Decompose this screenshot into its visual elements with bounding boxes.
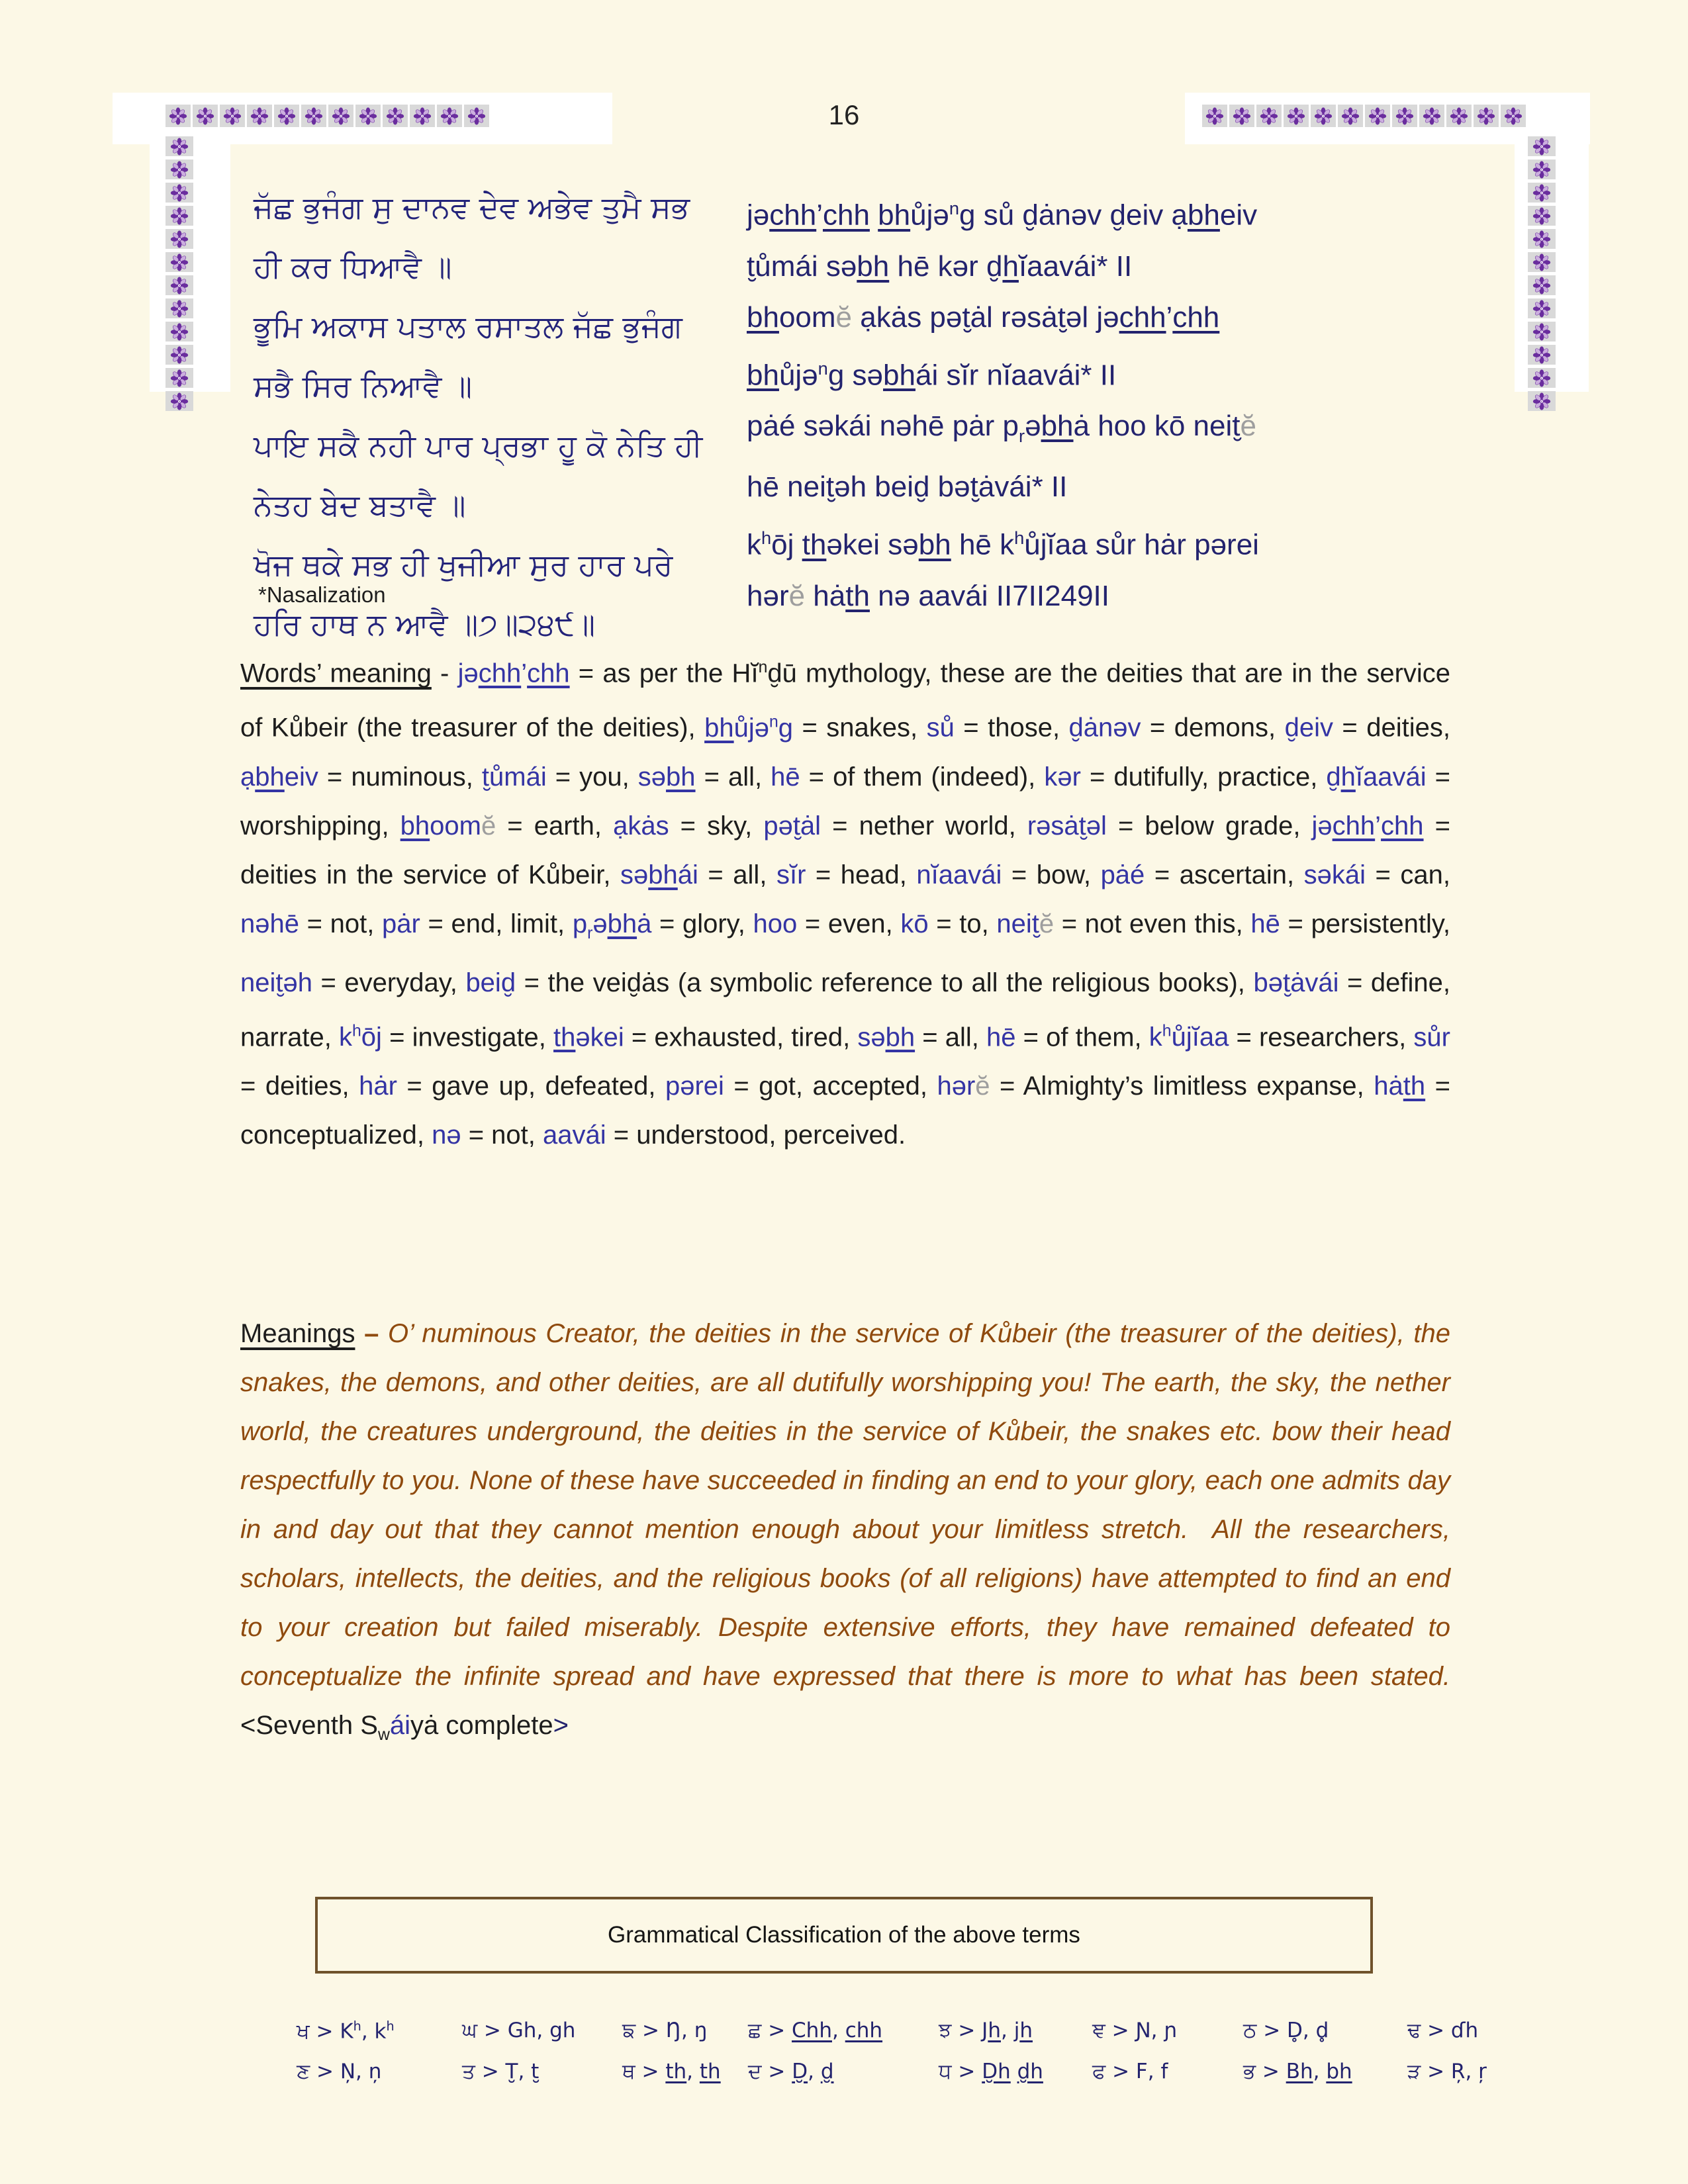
letter-mapping: ਫ > F, f: [1092, 2060, 1168, 2084]
flower-icon: [1340, 107, 1360, 125]
gurmukhi-line: ਪਾਇ ਸਕੈ ਨਹੀ ਪਾਰ ਪ੍ਰਭਾ ਹੂ ਕੋ ਨੇਤਿ ਹੀ: [254, 428, 703, 463]
transliteration-line: t̮ůmái səbh hē kər d̮hĭaavái* II: [747, 250, 1133, 283]
letter-mapping: ਞ > Ɲ, ɲ: [1092, 2019, 1178, 2042]
flower-tile: [301, 105, 326, 127]
flower-tile: [165, 159, 193, 179]
table-row: [297, 2060, 1487, 2084]
flower-tile: [410, 105, 435, 127]
letter-correspondence-table: [297, 2019, 1487, 2100]
flower-icon: [169, 230, 189, 248]
flower-icon: [385, 107, 405, 125]
flower-icon: [1205, 107, 1225, 125]
flower-icon: [467, 107, 487, 125]
letter-mapping: ਙ > Ŋ, ŋ: [622, 2019, 708, 2042]
flower-tile: [1528, 136, 1556, 156]
letter-mapping: ਦ > D̮, d̮: [748, 2060, 834, 2084]
flower-tile: [1202, 105, 1227, 127]
flower-tile: [165, 298, 193, 318]
gurmukhi-line: ਹਰਿ ਹਾਥ ਨ ਆਵੈ ॥੭॥੨੪੯॥: [254, 606, 596, 642]
flower-icon: [1395, 107, 1415, 125]
flower-icon: [169, 323, 189, 341]
flower-tile: [437, 105, 462, 127]
flower-tile: [1528, 159, 1556, 179]
flower-icon: [1259, 107, 1279, 125]
flower-tile: [193, 105, 218, 127]
flower-icon: [250, 107, 269, 125]
letter-mapping: ੜ > Ŗ, ŗ: [1407, 2060, 1487, 2084]
flower-border-top-left: [165, 105, 489, 127]
transliteration-line: hərĕ hȧth nə aavái II7II249II: [747, 579, 1109, 612]
flower-icon: [1532, 277, 1552, 295]
flower-icon: [304, 107, 324, 125]
grammatical-classification-box: [315, 1897, 1373, 1974]
flower-tile: [1284, 105, 1309, 127]
flower-tile: [1474, 105, 1499, 127]
flower-icon: [1313, 107, 1333, 125]
flower-tile: [1528, 252, 1556, 272]
transliteration-line: $k^hōj$ thəkei səbh hē $k^hůjĭaa$ sůr hȧr pərei: [747, 527, 1259, 561]
flower-tile: [165, 391, 193, 411]
flower-tile: [165, 322, 193, 341]
letter-mapping: ਣ > Ņ, ņ: [297, 2060, 382, 2084]
flower-icon: [222, 107, 242, 125]
flower-icon: [195, 107, 215, 125]
flower-icon: [1532, 184, 1552, 202]
gurmukhi-line: ਹੀ ਕਰ ਧਿਆਵੈ ॥: [254, 249, 452, 285]
flower-tile: [1446, 105, 1472, 127]
flower-icon: [169, 277, 189, 295]
flower-tile: [1256, 105, 1282, 127]
flower-tile: [1528, 368, 1556, 388]
flower-tile: [1392, 105, 1417, 127]
flower-tile: [165, 229, 193, 249]
table-row: [297, 2019, 1479, 2044]
page-number: 16: [828, 99, 860, 130]
nasalization-note: *Nasalization: [258, 582, 386, 607]
letter-mapping: ਥ > th, th: [622, 2060, 721, 2084]
flower-tile: [1501, 105, 1526, 127]
transliteration-verse-column: [747, 183, 1465, 621]
letter-mapping: ਢ > ɗh: [1407, 2019, 1479, 2042]
flower-tile: [328, 105, 353, 127]
flower-tile: [1338, 105, 1363, 127]
flower-tile: [165, 345, 193, 365]
flower-icon: [1532, 230, 1552, 248]
flower-icon: [1286, 107, 1306, 125]
flower-icon: [168, 107, 188, 125]
flower-border-top-right: [1202, 105, 1526, 127]
flower-tile: [165, 206, 193, 226]
flower-tile: [1528, 229, 1556, 249]
letter-mapping: ਧ > D̮h d̮h: [939, 2060, 1043, 2084]
flower-tile: [274, 105, 299, 127]
flower-icon: [412, 107, 432, 125]
flower-tile: [220, 105, 245, 127]
flower-icon: [169, 161, 189, 179]
letter-mapping: ਖ > $K^h$, $k^h$: [297, 2019, 395, 2044]
transliteration-line: hē neit̮əh beid̮ bət̮ȧvái* II: [747, 471, 1068, 504]
gurmukhi-line: ਨੇਤਹ ਬੇਦ ਬਤਾਵੈ ॥: [254, 487, 466, 523]
flower-icon: [169, 253, 189, 271]
flower-tile: [1528, 183, 1556, 203]
flower-icon: [1532, 161, 1552, 179]
flower-tile: [1229, 105, 1254, 127]
transliteration-line: bhůjə$^n$g səbhái sĭr nĭaavái* II: [747, 357, 1117, 392]
flower-border-right: [1528, 136, 1556, 411]
words-meaning-paragraph: Words’ meaning - jəchh’chh = as per the $Hĭ^nd̮ū$ mythology, these are the deities that are in the service of Kůbeir (the treasurer of the deities), bhůjə$^n$g = snakes, sů = those, d̮ȧnəv = demons, d̮eiv = deities, ạbheiv = numinous, t̮ůmái = you, səbh = all, hē = of them (indeed), kər = dutifully, practice, d̮hĭaavái = worshipping, bhoomĕ = earth, ạkȧs = sky, pət̮ȧl = nether world, rəsȧt̮əl = below grade, jəchh’chh = deities in the service of Kůbeir, səbhái = all, sĭr = head, nĭaavái = bow, pȧé = ascertain, səkái = can, nəhē = not, pȧr = end, limit, $p_rəbhȧ$ = glory, hoo = even, kō = to, neit̮ĕ = not even this, hē = persistently, neit̮əh = everyday, beid̮ = the veid̮ȧs (a symbolic reference to all the religious books), bət̮ȧvái = define, narrate, $k^hōj$ = investigate, thəkei = exhausted, tired, səbh = all, hē = of them, $k^hůjĭaa$ = researchers, sůr = deities, hȧr = gave up, defeated, pərei = got, accepted, hərĕ = Almighty’s limitless expanse, hȧth = conceptualized, nə = not, aavái = understood, perceived.: [240, 659, 1451, 1150]
flower-icon: [1503, 107, 1523, 125]
letter-mapping: ਭ > Bh, bh: [1243, 2060, 1352, 2084]
flower-tile: [1528, 298, 1556, 318]
flower-icon: [1532, 392, 1552, 410]
flower-tile: [165, 105, 191, 127]
flower-icon: [1368, 107, 1387, 125]
flower-icon: [1476, 107, 1496, 125]
flower-tile: [1528, 322, 1556, 341]
letter-mapping: ਤ > T̮, t̮: [462, 2060, 539, 2084]
flower-icon: [1532, 323, 1552, 341]
flower-icon: [1532, 138, 1552, 156]
flower-icon: [277, 107, 297, 125]
letter-mapping: ਝ > Jh, jh: [939, 2019, 1033, 2042]
meanings-paragraph: Meanings – O’ numinous Creator, the deities in the service of Kůbeir (the treasurer of the deities), the snakes, the demons, and other deities, are all dutifully worshipping you! The earth, the sky, the nether world, the creatures underground, the deities in the service of Kůbeir, the snakes etc. bow their head respectfully to you. None of these have succeeded in finding an end to your glory, each one admits day in and day out that they cannot mention enough about your limitless stretch. All the researchers, scholars, intellects, the deities, and the religious books (of all religions) have attempted to find an end to your creation but failed miserably. Despite extensive efforts, they have remained defeated to conceptualize the infinite spread and have expressed that there is more to what has been stated. <Seventh $S_wáiyȧ$ complete>: [240, 1319, 1450, 1744]
flower-icon: [1532, 346, 1552, 364]
gurmukhi-line: ਜੱਛ ਭੁਜੰਗ ਸੁ ਦਾਨਵ ਦੇਵ ਅਭੇਵ ਤੁਮੈ ਸਭ: [254, 189, 690, 225]
flower-tile: [1419, 105, 1444, 127]
gurmukhi-line: ਖੋਜ ਥਕੇ ਸਭ ਹੀ ਖੁਜੀਆ ਸੁਰ ਹਾਰ ਪਰੇ: [254, 547, 673, 582]
flower-tile: [383, 105, 408, 127]
transliteration-line: bhoomĕ ạkȧs pət̮ȧl rəsȧt̮əl jəchh’chh: [747, 300, 1220, 334]
flower-icon: [169, 369, 189, 387]
flower-tile: [247, 105, 272, 127]
flower-icon: [169, 138, 189, 156]
flower-icon: [169, 207, 189, 225]
letter-mapping: ਛ > Chh, chh: [748, 2019, 883, 2042]
letter-mapping: ਠ > D̥, d̥: [1243, 2019, 1329, 2042]
grammatical-classification-title: Grammatical Classification of the above terms: [608, 1922, 1080, 1948]
flower-tile: [165, 136, 193, 156]
flower-icon: [169, 346, 189, 364]
flower-icon: [1532, 253, 1552, 271]
flower-icon: [169, 392, 189, 410]
flower-icon: [1532, 207, 1552, 225]
gurmukhi-line: ਸਭੈ ਸਿਰ ਨਿਆਵੈ ॥: [254, 368, 473, 404]
flower-icon: [1449, 107, 1469, 125]
flower-tile: [1528, 391, 1556, 411]
flower-tile: [1528, 275, 1556, 295]
transliteration-line: jəchh’chh bhůjə$^n$g sů d̮ȧnəv d̮eiv ạbheiv: [747, 198, 1258, 232]
gurmukhi-line: ਭੂਮਿ ਅਕਾਸ ਪਤਾਲ ਰਸਾਤਲ ਜੱਛ ਭੁਜੰਗ: [254, 308, 682, 344]
transliteration-line: pȧé səkái nəhē pȧr $p_rəbhȧ$ hoo kō neit̮ĕ: [747, 410, 1256, 447]
flower-tile: [165, 252, 193, 272]
letter-mapping: ਘ > Gh, gh: [462, 2019, 576, 2042]
flower-tile: [165, 368, 193, 388]
flower-tile: [1528, 206, 1556, 226]
flower-tile: [1365, 105, 1390, 127]
flower-tile: [1311, 105, 1336, 127]
flower-icon: [169, 300, 189, 318]
flower-border-left: [165, 136, 193, 411]
flower-icon: [440, 107, 459, 125]
flower-icon: [1232, 107, 1252, 125]
flower-tile: [355, 105, 381, 127]
flower-icon: [169, 184, 189, 202]
flower-icon: [1532, 369, 1552, 387]
flower-icon: [331, 107, 351, 125]
flower-icon: [1532, 300, 1552, 318]
flower-icon: [358, 107, 378, 125]
flower-tile: [1528, 345, 1556, 365]
flower-tile: [165, 183, 193, 203]
flower-tile: [165, 275, 193, 295]
flower-icon: [1422, 107, 1442, 125]
flower-tile: [464, 105, 489, 127]
